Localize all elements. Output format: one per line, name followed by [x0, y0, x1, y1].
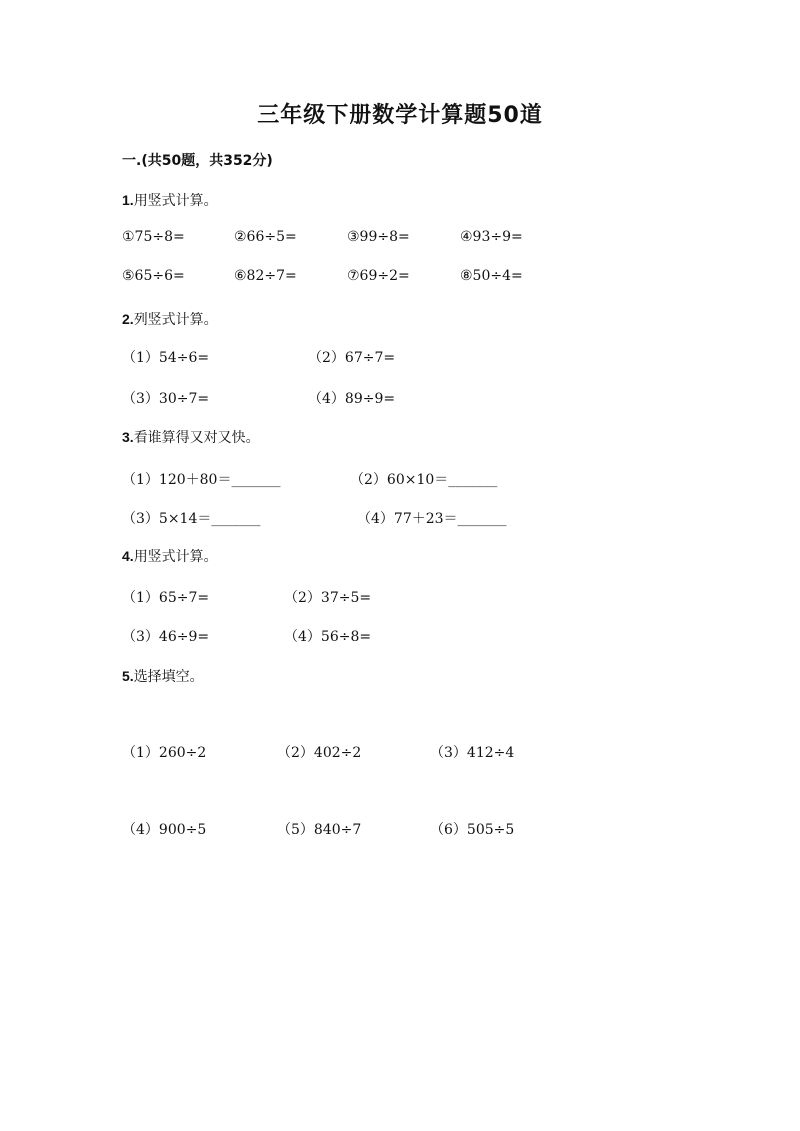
- problem-item: （2）60×10＝_______: [350, 472, 498, 488]
- problem-item: （2）402÷2: [277, 745, 362, 761]
- question-number: 3.: [122, 429, 134, 445]
- page-title: 三年级下册数学计算题50道: [257, 103, 543, 128]
- problem-item: （4）77＋23＝_______: [357, 511, 507, 527]
- question-1-heading: [122, 190, 218, 210]
- question-number: 1.: [122, 192, 134, 208]
- problem-item: ②66÷5=: [234, 229, 297, 245]
- problem-item: ③99÷8=: [347, 229, 410, 245]
- problem-item: （1）54÷6=: [122, 350, 210, 366]
- problem-item: （5）840÷7: [277, 822, 362, 838]
- problem-item: ⑥82÷7=: [234, 268, 297, 284]
- problem-item: （2）67÷7=: [308, 350, 396, 366]
- problem-item: ①75÷8=: [122, 229, 185, 245]
- question-prompt: 选择填空。: [133, 669, 204, 685]
- question-3-heading: [122, 427, 260, 447]
- problem-item: ④93÷9=: [460, 229, 523, 245]
- problem-item: （4）56÷8=: [284, 629, 372, 645]
- problem-item: （3）30÷7=: [122, 391, 210, 407]
- problem-item: ⑦69÷2=: [347, 268, 410, 284]
- question-4-heading: [122, 546, 218, 566]
- question-number: 4.: [122, 548, 134, 564]
- question-number: 2.: [122, 311, 134, 327]
- problem-item: （1）260÷2: [122, 745, 207, 761]
- problem-item: （3）412÷4: [430, 745, 515, 761]
- problem-item: （3）46÷9=: [122, 629, 210, 645]
- question-5-heading: [122, 666, 204, 686]
- problem-item: （1）120＋80＝_______: [122, 472, 281, 488]
- question-prompt: 用竖式计算。: [133, 549, 218, 565]
- problem-item: （4）900÷5: [122, 822, 207, 838]
- problem-item: （6）505÷5: [430, 822, 515, 838]
- section-heading: 一.(共50题，共352分): [122, 153, 273, 169]
- problem-item: （4）89÷9=: [308, 391, 396, 407]
- problem-item: ⑤65÷6=: [122, 268, 185, 284]
- question-prompt: 列竖式计算。: [133, 312, 218, 328]
- question-2-heading: [122, 309, 218, 329]
- question-number: 5.: [122, 668, 134, 684]
- problem-item: （3）5×14＝_______: [122, 511, 261, 527]
- question-prompt: 用竖式计算。: [133, 193, 218, 209]
- problem-item: ⑧50÷4=: [460, 268, 523, 284]
- question-prompt: 看谁算得又对又快。: [133, 430, 260, 446]
- problem-item: （2）37÷5=: [284, 590, 372, 606]
- problem-item: （1）65÷7=: [122, 590, 210, 606]
